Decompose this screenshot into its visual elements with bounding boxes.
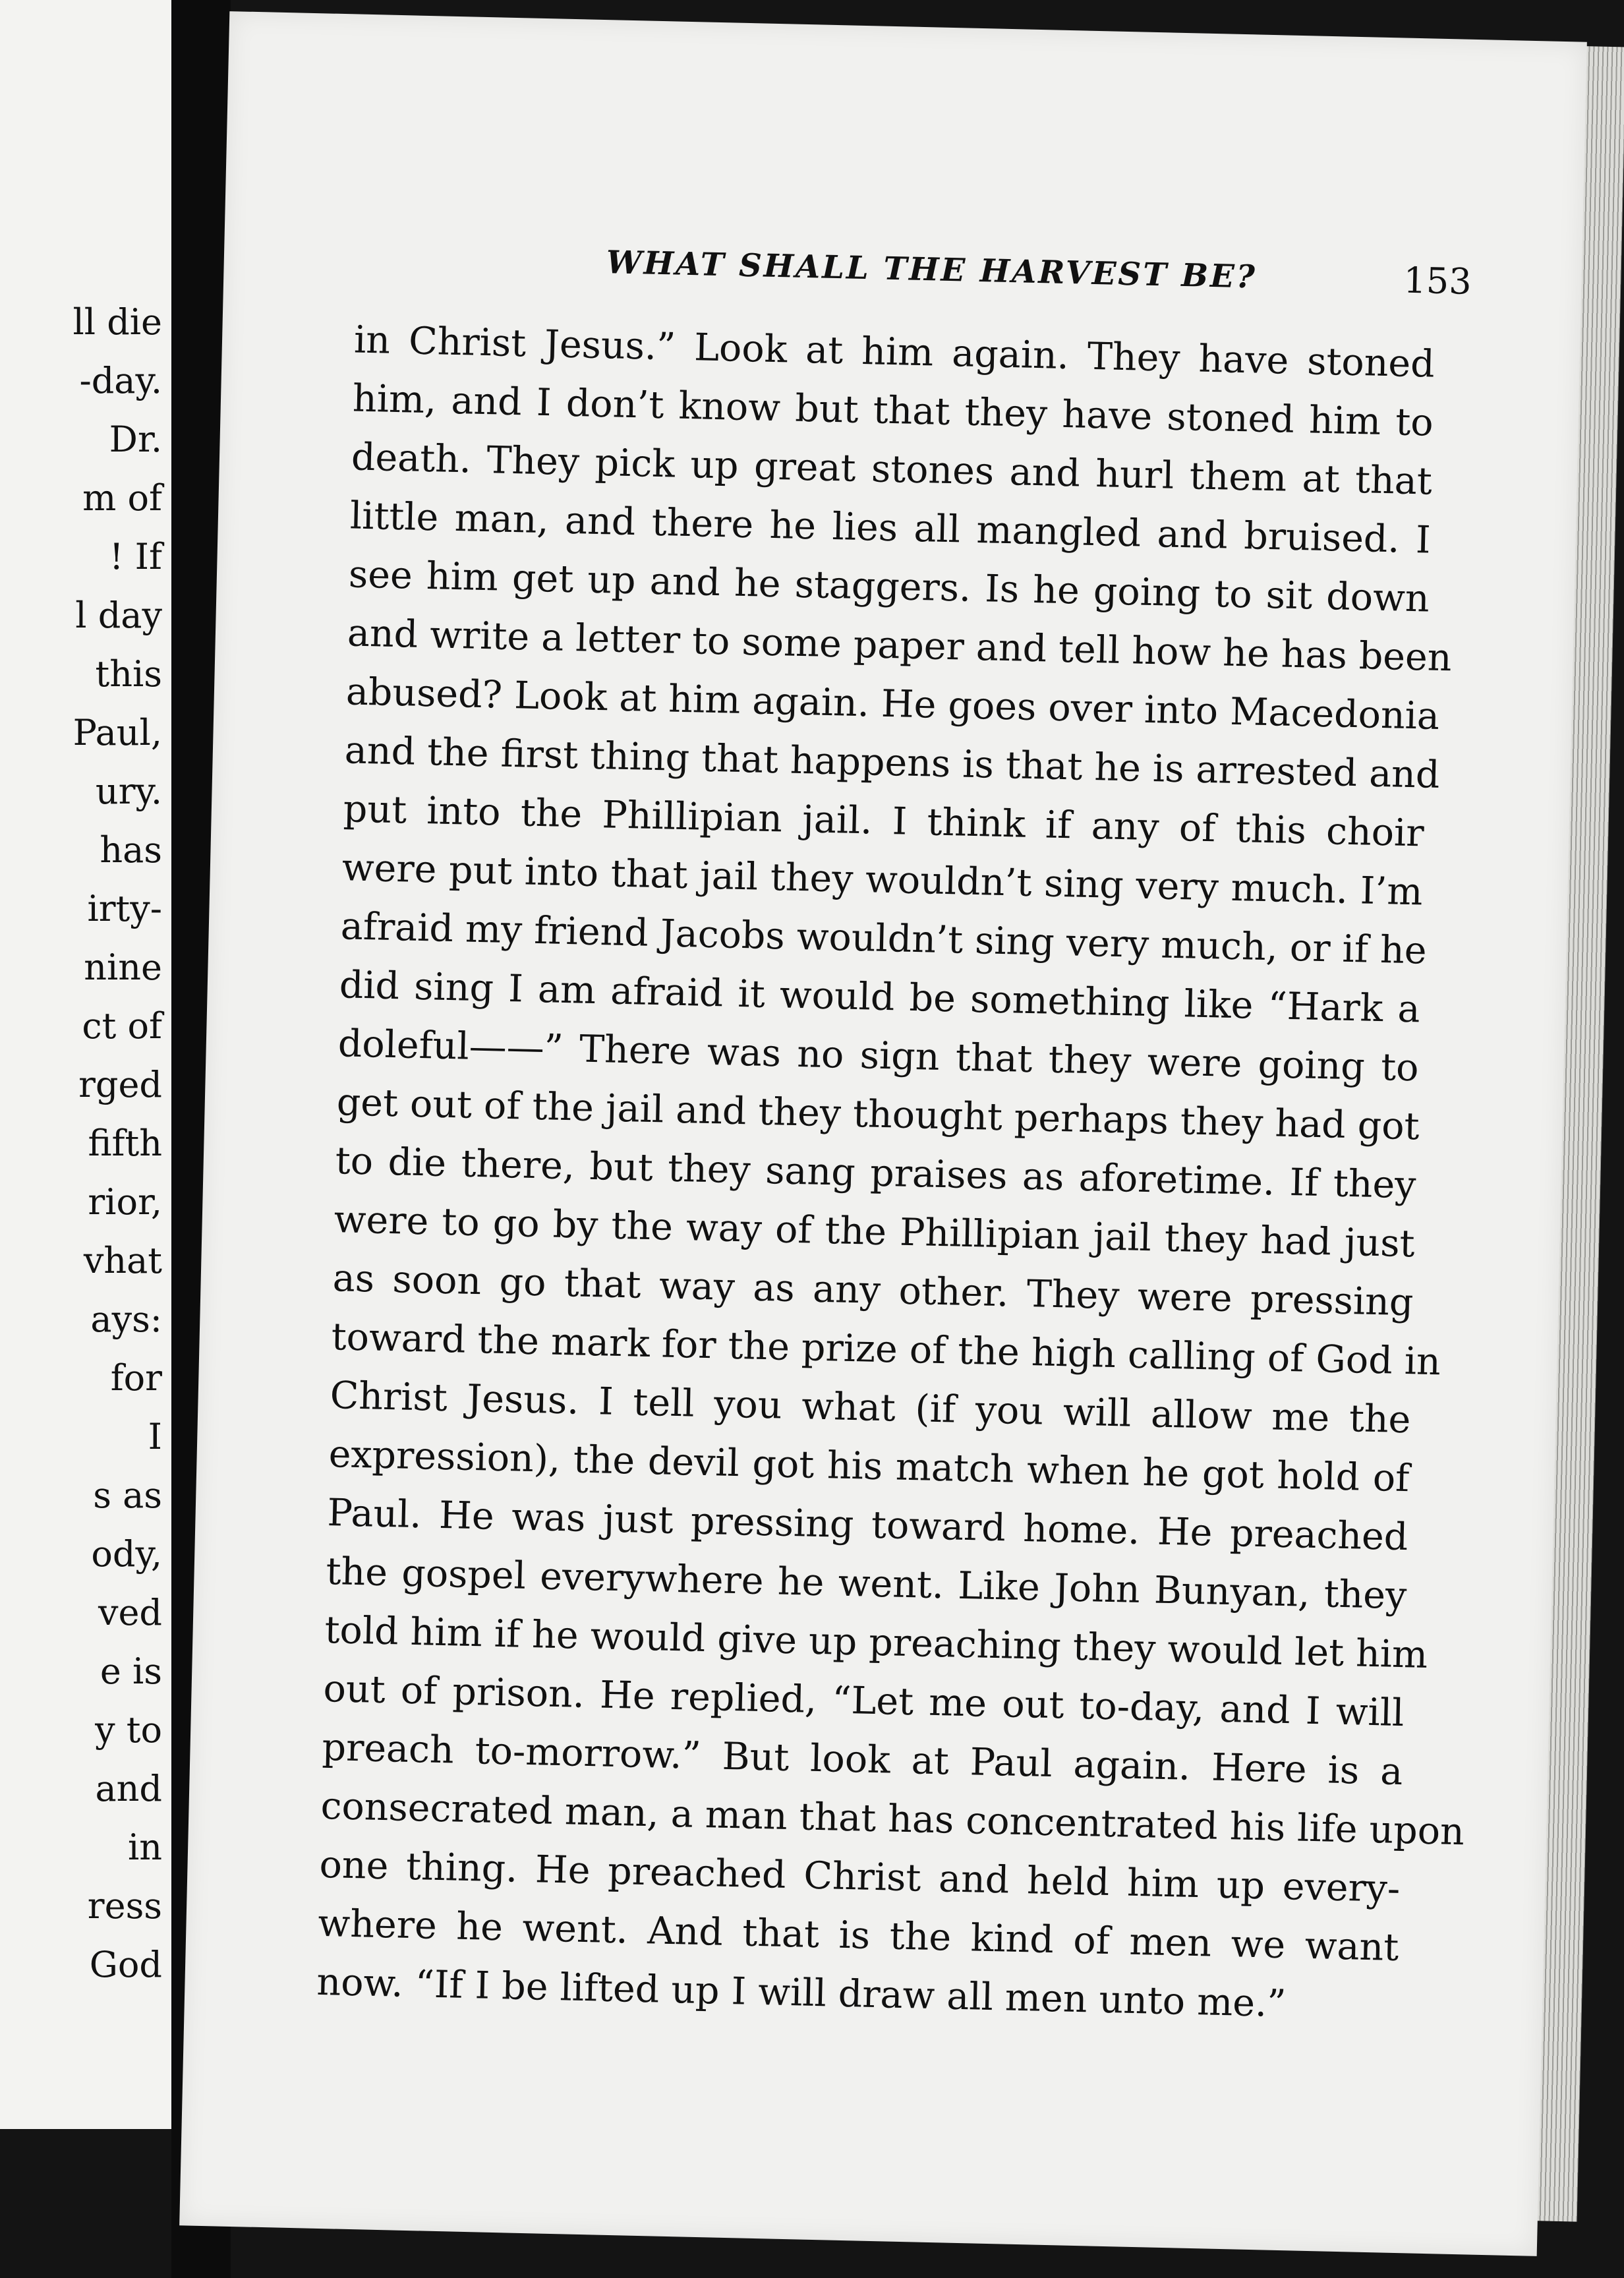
text-line: did sing I am afraid it would be something like “Hark a <box>339 963 1421 1032</box>
text-line: expression), the devil got his match when he got hold of <box>328 1432 1410 1501</box>
text-line: as soon go that way as any other. They were pressing <box>332 1256 1414 1325</box>
left-page-line: m of <box>82 477 162 519</box>
left-page-line: ays: <box>90 1299 162 1340</box>
left-page-line: ress <box>87 1885 162 1927</box>
text-line: were put into that jail they wouldn’t sing very much. I’m <box>341 846 1424 914</box>
text-line: get out of the jail and they thought perhaps they had got <box>336 1080 1420 1149</box>
text-line: the gospel everywhere he went. Like John Bunyan, they <box>325 1550 1408 1618</box>
text-line: afraid my friend Jacobs wouldn’t sing very much, or if he <box>340 904 1428 973</box>
text-line: in Christ Jesus.” Look at him again. They have stoned <box>353 318 1436 386</box>
left-page-line: l day <box>75 595 162 636</box>
text-line: him, and I don’t know but that they have stoned him to <box>352 376 1434 445</box>
left-page-line: rior, <box>88 1181 162 1223</box>
left-page-line: fifth <box>88 1123 162 1164</box>
right-page <box>179 11 1587 2256</box>
text-line: little man, and there he lies all mangled and bruised. I <box>349 494 1432 562</box>
text-line: put into the Phillipian jail. I think if any of this choir <box>343 787 1425 856</box>
left-page-line: ved <box>98 1592 162 1633</box>
left-page-line: nine <box>84 947 162 988</box>
left-page <box>0 0 175 2129</box>
left-page-line: this <box>95 653 162 695</box>
left-page-line: vhat <box>83 1240 162 1281</box>
text-line: see him get up and he staggers. Is he going to sit down <box>348 552 1430 621</box>
text-line: consecrated man, a man that has concentrated his life upon <box>320 1784 1465 1854</box>
left-page-line: I <box>148 1416 162 1457</box>
text-line: and write a letter to some paper and tell how he has been <box>347 611 1453 680</box>
text-line: doleful——” There was no sign that they were going to <box>337 1022 1420 1090</box>
left-page-line: has <box>100 829 162 871</box>
text-line: where he went. And that is the kind of men we want <box>317 1901 1399 1970</box>
left-page-line: y to <box>95 1709 162 1751</box>
text-line: Christ Jesus. I tell you what (if you will allow me the <box>330 1374 1412 1442</box>
left-page-line: and <box>95 1768 162 1809</box>
left-page-line: ct of <box>82 1005 162 1047</box>
text-line: and the first thing that happens is that he is arrested and <box>344 728 1441 798</box>
text-line: toward the mark for the prize of the high calling of God in <box>331 1315 1441 1384</box>
left-page-line: rged <box>78 1064 162 1105</box>
text-line: told him if he would give up preaching they would let him <box>324 1608 1428 1677</box>
left-page-line: irty- <box>87 888 162 929</box>
body-text <box>316 310 1465 2036</box>
left-page-line: Dr. <box>109 419 162 460</box>
left-page-line: e is <box>100 1650 162 1692</box>
text-line: one thing. He preached Christ and held him up every- <box>318 1842 1401 1912</box>
left-page-line: ! If <box>109 536 162 577</box>
left-page-line: for <box>110 1357 162 1399</box>
left-page-line: Paul, <box>72 712 162 753</box>
left-page-line: ody, <box>91 1533 162 1575</box>
text-line: to die there, but they sang praises as aforetime. If they <box>335 1139 1417 1208</box>
text-line: preach to-morrow.” But look at Paul again. Here is a <box>321 1725 1403 1794</box>
text-line: were to go by the way of the Phillipian jail they had just <box>334 1198 1416 1266</box>
text-line: out of prison. He replied, “Let me out to-day, and I will <box>322 1666 1405 1736</box>
text-line: death. They pick up great stones and hurl them at that <box>351 435 1433 504</box>
page-number: 153 <box>1403 259 1472 303</box>
left-page-line: ll die <box>72 301 162 343</box>
left-page-line: -day. <box>79 360 162 401</box>
left-page-line: s as <box>93 1475 162 1516</box>
left-page-line: in <box>127 1826 162 1868</box>
left-page-line: ury. <box>95 771 162 812</box>
text-line: abused? Look at him again. He goes over into Macedonia <box>345 670 1440 738</box>
running-head: WHAT SHALL THE HARVEST BE? <box>606 244 1258 296</box>
text-line: now. “If I be lifted up I will draw all men unto me.” <box>316 1960 1287 2026</box>
text-line: Paul. He was just pressing toward home. He preached <box>326 1491 1409 1560</box>
left-page-line: God <box>89 1944 162 1985</box>
